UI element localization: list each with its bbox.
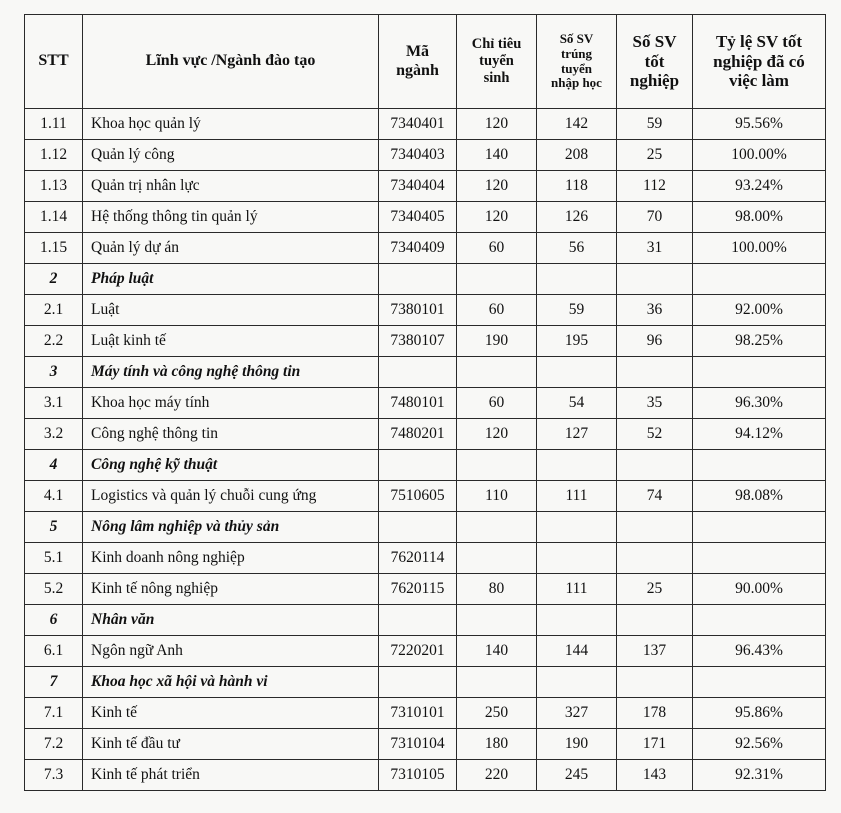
row-field: Quản lý dự án [83, 233, 379, 264]
row-admitted: 54 [537, 388, 617, 419]
row-employment-rate: 95.56% [693, 109, 826, 140]
row-admitted: 126 [537, 202, 617, 233]
table-row [25, 388, 826, 419]
table-row [25, 574, 826, 605]
group-row [25, 450, 826, 481]
header-admitted-line: Số SV [559, 30, 594, 46]
row-field: Kinh tế đầu tư [83, 729, 379, 760]
row-field: Khoa học quản lý [83, 109, 379, 140]
row-employment-rate [693, 667, 826, 698]
row-graduates: 25 [617, 140, 693, 171]
row-graduates: 74 [617, 481, 693, 512]
row-field: Khoa học máy tính [83, 388, 379, 419]
row-stt: 4.1 [25, 481, 83, 512]
row-quota: 60 [457, 388, 537, 419]
row-stt: 1.13 [25, 171, 83, 202]
row-admitted: 190 [537, 729, 617, 760]
row-field: Hệ thống thông tin quản lý [83, 202, 379, 233]
group-row [25, 667, 826, 698]
row-quota: 60 [457, 233, 537, 264]
row-code: 7310105 [379, 760, 457, 791]
row-code [379, 450, 457, 481]
header-graduates-line: nghiệp [629, 71, 680, 91]
row-employment-rate: 98.25% [693, 326, 826, 357]
row-graduates [617, 450, 693, 481]
row-employment-rate: 92.00% [693, 295, 826, 326]
table-row [25, 543, 826, 574]
row-admitted [537, 667, 617, 698]
row-stt: 1.14 [25, 202, 83, 233]
row-code [379, 264, 457, 295]
row-quota: 140 [457, 140, 537, 171]
row-stt: 2 [25, 264, 83, 295]
row-code [379, 605, 457, 636]
row-stt: 6.1 [25, 636, 83, 667]
row-graduates [617, 605, 693, 636]
table-row [25, 636, 826, 667]
row-employment-rate [693, 264, 826, 295]
row-field: Logistics và quản lý chuỗi cung ứng [83, 481, 379, 512]
row-employment-rate: 100.00% [693, 233, 826, 264]
row-employment-rate [693, 543, 826, 574]
header-quota-line: sinh [483, 69, 510, 86]
header-quota-line: Chỉ tiêu [471, 36, 522, 53]
group-row [25, 264, 826, 295]
row-employment-rate: 96.43% [693, 636, 826, 667]
row-field: Nhân văn [83, 605, 379, 636]
header-admitted-line: trúng [560, 45, 593, 61]
table-row [25, 760, 826, 791]
row-quota [457, 667, 537, 698]
row-stt: 2.1 [25, 295, 83, 326]
row-quota [457, 264, 537, 295]
row-stt: 1.11 [25, 109, 83, 140]
row-field: Công nghệ kỹ thuật [83, 450, 379, 481]
row-admitted: 111 [537, 574, 617, 605]
row-employment-rate [693, 605, 826, 636]
row-code [379, 667, 457, 698]
row-employment-rate [693, 512, 826, 543]
row-graduates: 31 [617, 233, 693, 264]
row-quota: 190 [457, 326, 537, 357]
header-quota [457, 15, 537, 109]
row-admitted: 56 [537, 233, 617, 264]
row-quota: 120 [457, 171, 537, 202]
row-employment-rate: 100.00% [693, 140, 826, 171]
row-field: Luật kinh tế [83, 326, 379, 357]
row-graduates: 137 [617, 636, 693, 667]
row-graduates [617, 357, 693, 388]
row-employment-rate [693, 357, 826, 388]
row-code: 7340401 [379, 109, 457, 140]
row-admitted: 245 [537, 760, 617, 791]
header-admitted-line: tuyển [560, 60, 593, 76]
row-quota: 250 [457, 698, 537, 729]
row-employment-rate: 95.86% [693, 698, 826, 729]
table-row [25, 326, 826, 357]
row-stt: 1.12 [25, 140, 83, 171]
row-field: Pháp luật [83, 264, 379, 295]
row-quota [457, 512, 537, 543]
table-row [25, 171, 826, 202]
row-code: 7310104 [379, 729, 457, 760]
row-admitted: 127 [537, 419, 617, 450]
row-stt: 7.2 [25, 729, 83, 760]
header-graduates-line: tốt [644, 51, 665, 71]
row-graduates: 178 [617, 698, 693, 729]
header-employment-rate [693, 15, 826, 109]
table-row [25, 140, 826, 171]
row-admitted [537, 357, 617, 388]
row-admitted [537, 450, 617, 481]
header-graduates [617, 15, 693, 109]
header-code-line: Mã [405, 43, 430, 61]
row-admitted: 208 [537, 140, 617, 171]
row-code: 7380101 [379, 295, 457, 326]
row-quota: 120 [457, 419, 537, 450]
row-stt: 6 [25, 605, 83, 636]
row-employment-rate: 98.00% [693, 202, 826, 233]
header-graduates-line: Số SV [632, 32, 677, 52]
row-code [379, 357, 457, 388]
row-stt: 3 [25, 357, 83, 388]
row-field: Ngôn ngữ Anh [83, 636, 379, 667]
row-graduates: 59 [617, 109, 693, 140]
header-quota-line: tuyển [479, 53, 514, 70]
header-admitted-line: nhập học [551, 75, 602, 91]
row-admitted [537, 512, 617, 543]
row-code: 7340403 [379, 140, 457, 171]
row-graduates: 52 [617, 419, 693, 450]
table-row [25, 481, 826, 512]
row-quota: 120 [457, 202, 537, 233]
row-stt: 3.2 [25, 419, 83, 450]
row-code: 7340404 [379, 171, 457, 202]
row-field: Luật [83, 295, 379, 326]
row-admitted: 195 [537, 326, 617, 357]
group-row [25, 512, 826, 543]
table-row [25, 233, 826, 264]
row-quota [457, 543, 537, 574]
row-graduates: 96 [617, 326, 693, 357]
table-row [25, 295, 826, 326]
table-row [25, 419, 826, 450]
row-quota: 180 [457, 729, 537, 760]
header-code [379, 15, 457, 109]
row-admitted [537, 605, 617, 636]
row-employment-rate [693, 450, 826, 481]
row-field: Quản trị nhân lực [83, 171, 379, 202]
row-admitted: 111 [537, 481, 617, 512]
row-code: 7340405 [379, 202, 457, 233]
row-field: Quản lý công [83, 140, 379, 171]
row-code: 7380107 [379, 326, 457, 357]
row-quota: 80 [457, 574, 537, 605]
row-stt: 1.15 [25, 233, 83, 264]
header-field: Lĩnh vực /Ngành đào tạo [83, 15, 379, 109]
row-graduates: 35 [617, 388, 693, 419]
row-stt: 7 [25, 667, 83, 698]
row-field: Nông lâm nghiệp và thủy sản [83, 512, 379, 543]
row-employment-rate: 94.12% [693, 419, 826, 450]
row-field: Kinh tế phát triển [83, 760, 379, 791]
row-graduates [617, 543, 693, 574]
row-graduates: 143 [617, 760, 693, 791]
header-code-line: ngành [396, 61, 439, 79]
row-admitted: 144 [537, 636, 617, 667]
header-employment-rate-line: việc làm [729, 71, 789, 91]
row-code: 7510605 [379, 481, 457, 512]
row-code: 7310101 [379, 698, 457, 729]
training-stats-table [24, 14, 826, 791]
row-employment-rate: 96.30% [693, 388, 826, 419]
row-code: 7620115 [379, 574, 457, 605]
header-admitted [537, 15, 617, 109]
row-stt: 7.3 [25, 760, 83, 791]
row-quota: 60 [457, 295, 537, 326]
row-quota [457, 605, 537, 636]
header-employment-rate-line: nghiệp đã có [713, 51, 805, 71]
table-row [25, 698, 826, 729]
group-row [25, 605, 826, 636]
row-graduates [617, 667, 693, 698]
row-stt: 7.1 [25, 698, 83, 729]
row-stt: 3.1 [25, 388, 83, 419]
header-row [25, 15, 826, 109]
row-quota [457, 357, 537, 388]
table-row [25, 729, 826, 760]
row-employment-rate: 93.24% [693, 171, 826, 202]
row-code: 7620114 [379, 543, 457, 574]
table-row [25, 202, 826, 233]
row-quota: 110 [457, 481, 537, 512]
table-row [25, 109, 826, 140]
row-stt: 5 [25, 512, 83, 543]
row-field: Máy tính và công nghệ thông tin [83, 357, 379, 388]
row-stt: 4 [25, 450, 83, 481]
row-code [379, 512, 457, 543]
row-employment-rate: 90.00% [693, 574, 826, 605]
row-graduates: 171 [617, 729, 693, 760]
row-admitted: 118 [537, 171, 617, 202]
header-employment-rate-line: Tỷ lệ SV tốt [715, 32, 803, 52]
header-stt: STT [25, 15, 83, 109]
row-code: 7340409 [379, 233, 457, 264]
row-field: Công nghệ thông tin [83, 419, 379, 450]
row-graduates: 70 [617, 202, 693, 233]
row-graduates: 25 [617, 574, 693, 605]
row-field: Kinh tế [83, 698, 379, 729]
row-employment-rate: 92.31% [693, 760, 826, 791]
row-stt: 2.2 [25, 326, 83, 357]
row-quota [457, 450, 537, 481]
row-admitted [537, 543, 617, 574]
row-graduates [617, 264, 693, 295]
group-row [25, 357, 826, 388]
row-code: 7480201 [379, 419, 457, 450]
row-admitted: 142 [537, 109, 617, 140]
row-admitted: 327 [537, 698, 617, 729]
row-admitted: 59 [537, 295, 617, 326]
row-field: Kinh tế nông nghiệp [83, 574, 379, 605]
row-quota: 120 [457, 109, 537, 140]
row-quota: 220 [457, 760, 537, 791]
row-stt: 5.1 [25, 543, 83, 574]
row-graduates [617, 512, 693, 543]
row-graduates: 36 [617, 295, 693, 326]
row-stt: 5.2 [25, 574, 83, 605]
row-code: 7480101 [379, 388, 457, 419]
row-field: Khoa học xã hội và hành vi [83, 667, 379, 698]
row-employment-rate: 98.08% [693, 481, 826, 512]
row-admitted [537, 264, 617, 295]
row-graduates: 112 [617, 171, 693, 202]
row-field: Kinh doanh nông nghiệp [83, 543, 379, 574]
row-code: 7220201 [379, 636, 457, 667]
row-quota: 140 [457, 636, 537, 667]
row-employment-rate: 92.56% [693, 729, 826, 760]
